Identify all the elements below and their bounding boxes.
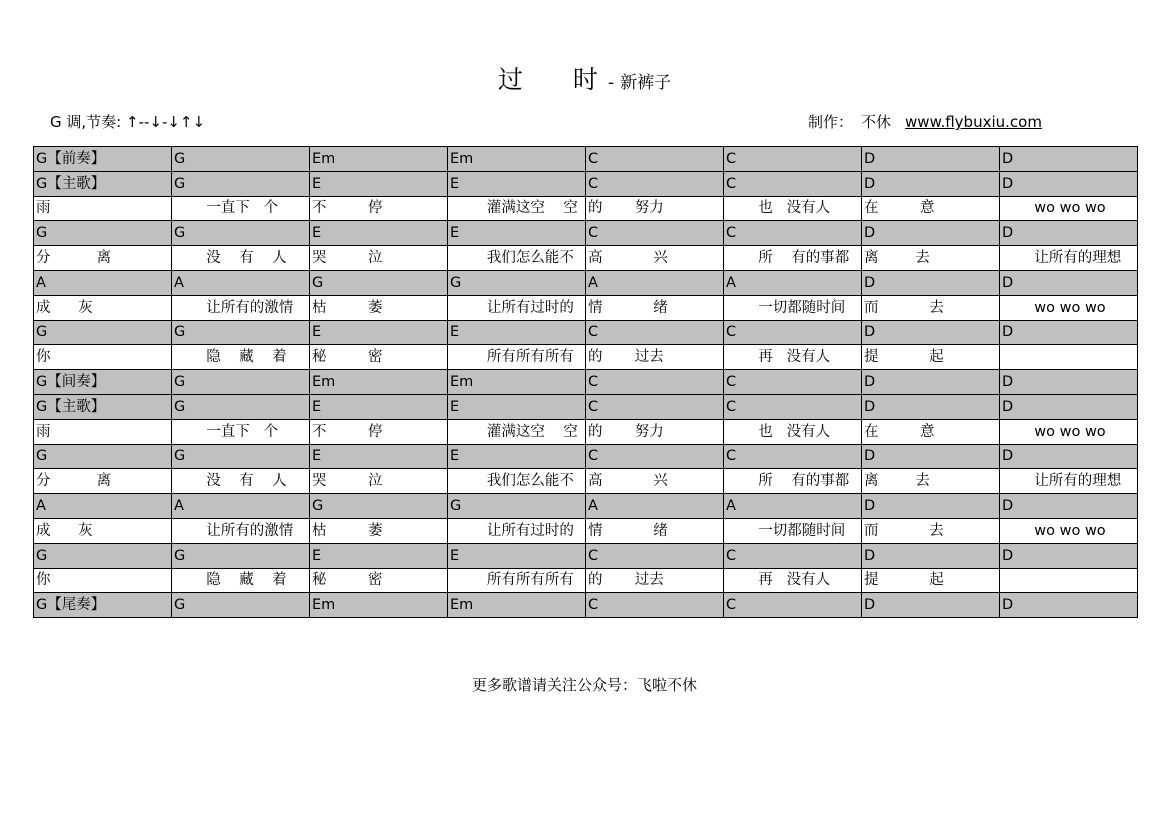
- chord-cell: G: [172, 543, 310, 568]
- chord-row: [34, 370, 1138, 395]
- chord-cell: C: [586, 171, 724, 196]
- lyric-cell: 让所有过时的: [448, 295, 586, 320]
- chord-cell: E: [448, 221, 586, 246]
- lyric-cell: 雨: [34, 419, 172, 444]
- lyric-cell: 在 意: [862, 419, 1000, 444]
- chord-cell: G: [310, 494, 448, 519]
- lyric-cell: 我们怎么能不: [448, 246, 586, 271]
- chord-row: [34, 320, 1138, 345]
- chord-cell: C: [724, 221, 862, 246]
- lyric-cell: [1000, 568, 1138, 593]
- footer-note: 更多歌谱请关注公众号：飞啦不休: [471, 676, 697, 694]
- key-rhythm: G 调,节奏: ↑--↓-↓↑↓: [50, 113, 206, 131]
- chord-cell: D: [1000, 394, 1138, 419]
- lyric-cell: 所有所有所有: [448, 345, 586, 370]
- lyric-cell: 枯 萎: [310, 295, 448, 320]
- chord-cell: G: [172, 370, 310, 395]
- lyric-cell: 秘 密: [310, 345, 448, 370]
- chord-cell: G: [172, 320, 310, 345]
- lyric-cell: 成 灰: [34, 295, 172, 320]
- lyric-cell: 哭 泣: [310, 469, 448, 494]
- chord-cell: G: [172, 394, 310, 419]
- lyric-row: [34, 419, 1138, 444]
- chord-cell: D: [1000, 171, 1138, 196]
- chord-row: [34, 494, 1138, 519]
- lyric-cell: 不 停: [310, 196, 448, 221]
- lyric-row: [34, 568, 1138, 593]
- chord-cell: G: [448, 270, 586, 295]
- lyric-cell: 雨: [34, 196, 172, 221]
- chord-cell: G: [172, 147, 310, 172]
- lyric-cell: 灌满这空 空: [448, 196, 586, 221]
- chord-cell: A: [586, 270, 724, 295]
- chord-cell: D: [862, 171, 1000, 196]
- chord-cell: E: [448, 394, 586, 419]
- lyric-cell: 我们怎么能不: [448, 469, 586, 494]
- chord-cell: A: [724, 494, 862, 519]
- chord-cell: C: [724, 320, 862, 345]
- lyric-cell: wo wo wo: [1000, 196, 1138, 221]
- chord-cell: D: [862, 221, 1000, 246]
- chord-cell: A: [34, 494, 172, 519]
- chord-cell: E: [310, 394, 448, 419]
- lyric-cell: 没 有 人: [172, 246, 310, 271]
- chord-cell: G: [172, 593, 310, 618]
- chord-cell: G【主歌】: [34, 171, 172, 196]
- chord-sheet-table: [33, 146, 1138, 618]
- chord-cell: E: [310, 543, 448, 568]
- chord-cell: C: [586, 370, 724, 395]
- lyric-cell: 不 停: [310, 419, 448, 444]
- lyric-cell: 你: [34, 568, 172, 593]
- chord-row: [34, 543, 1138, 568]
- chord-cell: G【间奏】: [34, 370, 172, 395]
- lyric-cell: 而 去: [862, 295, 1000, 320]
- lyric-cell: 而 去: [862, 518, 1000, 543]
- lyric-cell: wo wo wo: [1000, 518, 1138, 543]
- chord-cell: G: [34, 543, 172, 568]
- chord-cell: E: [448, 171, 586, 196]
- lyric-cell: 在 意: [862, 196, 1000, 221]
- lyric-cell: 的 过去: [586, 568, 724, 593]
- lyric-row: [34, 246, 1138, 271]
- chord-cell: C: [724, 593, 862, 618]
- chord-cell: Em: [448, 370, 586, 395]
- lyric-cell: 的 过去: [586, 345, 724, 370]
- lyric-cell: [1000, 345, 1138, 370]
- lyric-cell: wo wo wo: [1000, 419, 1138, 444]
- chord-cell: G: [172, 171, 310, 196]
- chord-cell: E: [310, 221, 448, 246]
- lyric-cell: 一直下 个: [172, 196, 310, 221]
- chord-cell: A: [172, 270, 310, 295]
- chord-cell: G: [172, 221, 310, 246]
- chord-cell: E: [448, 320, 586, 345]
- chord-row: [34, 444, 1138, 469]
- lyric-row: [34, 295, 1138, 320]
- site-link[interactable]: www.flybuxiu.com: [905, 113, 1042, 131]
- chord-cell: D: [862, 494, 1000, 519]
- chord-cell: G【尾奏】: [34, 593, 172, 618]
- chord-cell: D: [862, 370, 1000, 395]
- chord-cell: C: [586, 320, 724, 345]
- chord-cell: G: [310, 270, 448, 295]
- chord-cell: C: [724, 147, 862, 172]
- chord-cell: G: [34, 221, 172, 246]
- chord-row: [34, 147, 1138, 172]
- chord-row: [34, 593, 1138, 618]
- chord-row: [34, 394, 1138, 419]
- chord-cell: E: [310, 444, 448, 469]
- chord-cell: C: [724, 444, 862, 469]
- chord-cell: Em: [448, 593, 586, 618]
- lyric-cell: 让所有的理想: [1000, 469, 1138, 494]
- title-separator: -: [607, 73, 615, 93]
- lyric-cell: 让所有的激情: [172, 295, 310, 320]
- chord-cell: G【主歌】: [34, 394, 172, 419]
- chord-cell: C: [724, 370, 862, 395]
- author-name: 不休: [861, 113, 892, 131]
- lyric-cell: 也 没有人: [724, 196, 862, 221]
- chord-cell: D: [1000, 444, 1138, 469]
- chord-cell: D: [862, 147, 1000, 172]
- lyric-cell: 一切都随时间: [724, 518, 862, 543]
- lyric-cell: 隐 藏 着: [172, 345, 310, 370]
- lyric-cell: 情 绪: [586, 518, 724, 543]
- lyric-cell: wo wo wo: [1000, 295, 1138, 320]
- lyric-row: [34, 196, 1138, 221]
- lyric-cell: 一切都随时间: [724, 295, 862, 320]
- chord-cell: C: [586, 221, 724, 246]
- lyric-row: [34, 345, 1138, 370]
- chord-cell: C: [586, 147, 724, 172]
- chord-cell: C: [724, 394, 862, 419]
- chord-cell: D: [862, 270, 1000, 295]
- lyric-cell: 枯 萎: [310, 518, 448, 543]
- chord-cell: D: [1000, 543, 1138, 568]
- lyric-row: [34, 469, 1138, 494]
- lyric-cell: 没 有 人: [172, 469, 310, 494]
- lyric-cell: 让所有的理想: [1000, 246, 1138, 271]
- chord-cell: D: [862, 320, 1000, 345]
- lyric-cell: 提 起: [862, 568, 1000, 593]
- lyric-cell: 秘 密: [310, 568, 448, 593]
- lyric-cell: 所 有的事都: [724, 469, 862, 494]
- chord-cell: E: [448, 444, 586, 469]
- chord-cell: A: [586, 494, 724, 519]
- lyric-cell: 成 灰: [34, 518, 172, 543]
- chord-cell: D: [1000, 320, 1138, 345]
- song-title: [0, 60, 1169, 96]
- chord-cell: D: [1000, 494, 1138, 519]
- lyric-cell: 隐 藏 着: [172, 568, 310, 593]
- chord-cell: Em: [310, 593, 448, 618]
- lyric-cell: 哭 泣: [310, 246, 448, 271]
- chord-cell: E: [310, 171, 448, 196]
- chord-cell: Em: [310, 147, 448, 172]
- chord-cell: G: [448, 494, 586, 519]
- lyric-cell: 一直下 个: [172, 419, 310, 444]
- chord-row: [34, 171, 1138, 196]
- chord-cell: Em: [448, 147, 586, 172]
- song-name: 过 时: [497, 65, 598, 94]
- lyric-cell: 再 没有人: [724, 568, 862, 593]
- author-info: [808, 111, 1042, 132]
- chord-cell: C: [724, 543, 862, 568]
- chord-cell: A: [172, 494, 310, 519]
- lyric-row: [34, 518, 1138, 543]
- chord-cell: C: [586, 543, 724, 568]
- chord-cell: D: [1000, 370, 1138, 395]
- lyric-cell: 分 离: [34, 469, 172, 494]
- lyric-cell: 分 离: [34, 246, 172, 271]
- chord-cell: E: [448, 543, 586, 568]
- lyric-cell: 高 兴: [586, 246, 724, 271]
- chord-cell: D: [862, 543, 1000, 568]
- lyric-cell: 高 兴: [586, 469, 724, 494]
- chord-cell: A: [724, 270, 862, 295]
- chord-row: [34, 221, 1138, 246]
- chord-cell: D: [862, 593, 1000, 618]
- lyric-cell: 的 努力: [586, 196, 724, 221]
- author-label: 制作：: [808, 113, 854, 131]
- lyric-cell: 灌满这空 空: [448, 419, 586, 444]
- chord-cell: C: [724, 171, 862, 196]
- lyric-cell: 你: [34, 345, 172, 370]
- lyric-cell: 所 有的事都: [724, 246, 862, 271]
- lyric-cell: 提 起: [862, 345, 1000, 370]
- chord-cell: D: [1000, 221, 1138, 246]
- artist-name: 新裤子: [620, 73, 672, 93]
- chord-cell: Em: [310, 370, 448, 395]
- chord-cell: C: [586, 444, 724, 469]
- chord-cell: G: [34, 444, 172, 469]
- lyric-cell: 所有所有所有: [448, 568, 586, 593]
- chord-sheet-body: [34, 147, 1138, 618]
- chord-cell: D: [862, 394, 1000, 419]
- chord-cell: G【前奏】: [34, 147, 172, 172]
- lyric-cell: 让所有过时的: [448, 518, 586, 543]
- chord-cell: A: [34, 270, 172, 295]
- chord-cell: D: [1000, 593, 1138, 618]
- lyric-cell: 让所有的激情: [172, 518, 310, 543]
- chord-cell: D: [862, 444, 1000, 469]
- chord-cell: E: [310, 320, 448, 345]
- lyric-cell: 情 绪: [586, 295, 724, 320]
- lyric-cell: 离 去: [862, 246, 1000, 271]
- chord-cell: G: [172, 444, 310, 469]
- chord-cell: D: [1000, 147, 1138, 172]
- chord-cell: G: [34, 320, 172, 345]
- chord-cell: D: [1000, 270, 1138, 295]
- chord-cell: C: [586, 394, 724, 419]
- lyric-cell: 的 努力: [586, 419, 724, 444]
- lyric-cell: 再 没有人: [724, 345, 862, 370]
- chord-cell: C: [586, 593, 724, 618]
- chord-row: [34, 270, 1138, 295]
- lyric-cell: 也 没有人: [724, 419, 862, 444]
- lyric-cell: 离 去: [862, 469, 1000, 494]
